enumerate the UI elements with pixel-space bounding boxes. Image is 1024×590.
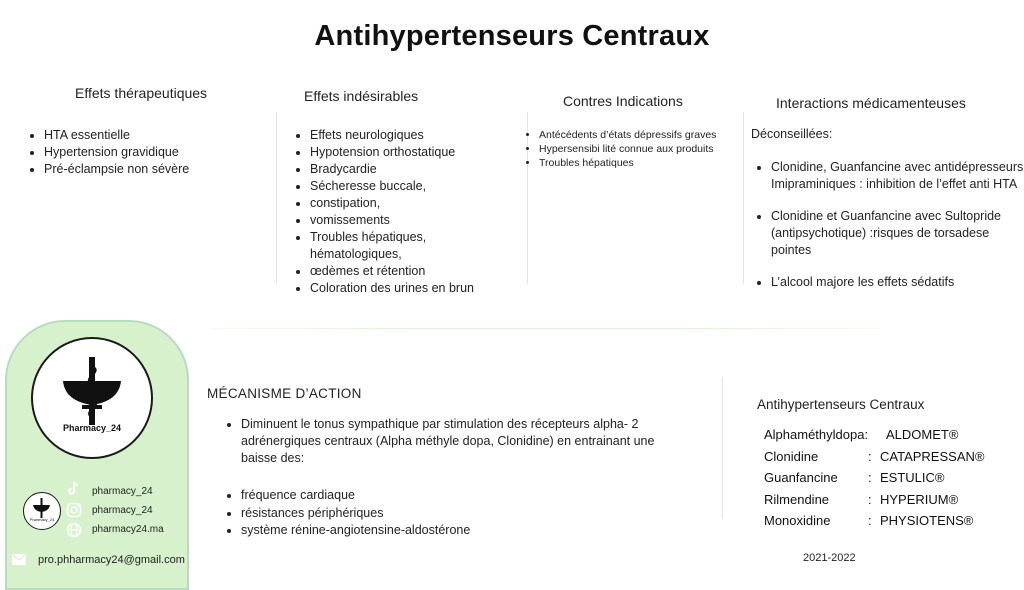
interactions-subheading: Déconseillées: (751, 127, 833, 141)
drug-brand: PHYSIOTENS® (880, 513, 974, 528)
mail-icon[interactable] (12, 554, 26, 565)
mechanism-line: Diminuent le tonus sympathique par stimulation des récepteurs alpha- 2 (241, 417, 639, 431)
therapeutic-heading: Effets thérapeutiques (75, 85, 208, 101)
list-item: • résistances périphériques (241, 505, 691, 523)
list-item: • Troubles hépatiques (539, 156, 751, 170)
mechanism-line: baisse des: (241, 451, 305, 465)
logo-text: Pharmacy_24 (62, 423, 122, 433)
drug-sep: : (868, 470, 872, 485)
pharmacy-bowl-icon (33, 339, 151, 457)
adverse-heading: Effets indésirables (304, 88, 419, 104)
list-item: • constipation, (310, 195, 540, 212)
instagram-handle[interactable]: pharmacy_24 (92, 505, 153, 516)
list-item: • Effets neurologiques (310, 127, 540, 144)
email-link[interactable]: pro.phharmacy24@gmail.com (38, 554, 185, 566)
column-divider (722, 378, 723, 518)
drug-brand: ALDOMET® (886, 427, 959, 442)
interaction-line: (antipsychotique) :risques de torsadese (771, 226, 990, 240)
drug-brand: CATAPRESSAN® (880, 448, 985, 464)
list-item: • Hypotension orthostatique (310, 144, 540, 161)
table-row (764, 467, 984, 489)
drugs-table (764, 424, 984, 532)
table-row (764, 446, 984, 468)
list-item: • œdèmes et rétention (310, 263, 540, 280)
interaction-line: L’alcool majore les effets sédatifs (771, 275, 955, 289)
instagram-icon[interactable] (66, 502, 82, 518)
list-item (771, 159, 1024, 193)
pharmacy-bowl-icon (24, 493, 59, 528)
logo (31, 337, 153, 459)
list-item (771, 274, 1024, 291)
contra-heading: Contres Indications (563, 93, 683, 109)
tiktok-handle[interactable]: pharmacy_24 (92, 486, 153, 497)
mechanism-heading: MÉCANISME D’ACTION (207, 386, 362, 401)
mechanism-intro (225, 416, 691, 467)
year-label: 2021-2022 (803, 552, 856, 564)
list-item: • Troubles hépatiques, (310, 229, 540, 246)
list-item: • système rénine-angiotensine-aldostérone (241, 522, 691, 540)
drugs-heading: Antihypertenseurs Centraux (757, 397, 925, 412)
interaction-line: Clonidine et Guanfancine avec Sultopride (771, 209, 1002, 223)
page-title: Antihypertenseurs Centraux (314, 20, 710, 52)
website-link[interactable]: pharmacy24.ma (92, 524, 164, 535)
small-logo (23, 492, 61, 530)
drug-sep: : (868, 448, 872, 464)
interaction-line: Clonidine, Guanfancine avec antidépresseurs (771, 160, 1024, 174)
table-row (764, 510, 984, 532)
contra-list (528, 128, 751, 170)
adverse-list (294, 127, 540, 297)
drug-brand: HYPERIUM® (880, 491, 959, 507)
drug-brand: ESTULIC® (880, 470, 945, 485)
drug-dci: Rilmendine (764, 491, 830, 507)
list-item: • vomissements (310, 212, 540, 229)
interactions-heading: Interactions médicamenteuses (776, 95, 966, 111)
list-item: • fréquence cardiaque (241, 487, 691, 505)
therapeutic-list (28, 127, 284, 178)
tiktok-icon[interactable] (66, 480, 82, 496)
list-item: • HTA essentielle (44, 127, 284, 144)
list-item-continuation: hématologiques, (310, 247, 402, 261)
table-row (764, 424, 984, 446)
interaction-line: pointes (771, 243, 812, 257)
list-item: • Bradycardie (310, 161, 540, 178)
drug-sep: : (868, 491, 872, 507)
drug-dci: Alphaméthyldopa: (764, 427, 869, 442)
list-item: • Coloration des urines en brun (310, 280, 540, 297)
interaction-line: Imipraminiques : inhibition de l’effet anti HTA (771, 177, 1018, 191)
list-item: • Pré-éclampsie non sévère (44, 161, 284, 178)
list-item (241, 416, 691, 467)
list-item: • Sécheresse buccale, (310, 178, 540, 195)
drug-dci: Clonidine (764, 448, 819, 464)
section-divider (212, 328, 880, 329)
drug-sep: : (868, 513, 872, 528)
list-item: • Hypersensibi lité connue aux produits (539, 142, 751, 156)
table-row (764, 489, 984, 511)
small-logo-text: Pharmacy_24 (29, 517, 55, 522)
list-item (771, 208, 1024, 259)
drug-dci: Guanfancine (764, 470, 838, 485)
interactions-list (755, 159, 1024, 291)
list-item: • Hypertension gravidique (44, 144, 284, 161)
mechanism-line: adrénergiques centraux (Alpha méthyle dopa, Clonidine) en entrainant une (241, 434, 655, 448)
mechanism-effects-list (225, 487, 691, 540)
drug-dci: Monoxidine (764, 513, 831, 528)
list-item: • Antécédents d’états dépressifs graves (539, 128, 751, 142)
globe-icon[interactable] (66, 522, 82, 538)
